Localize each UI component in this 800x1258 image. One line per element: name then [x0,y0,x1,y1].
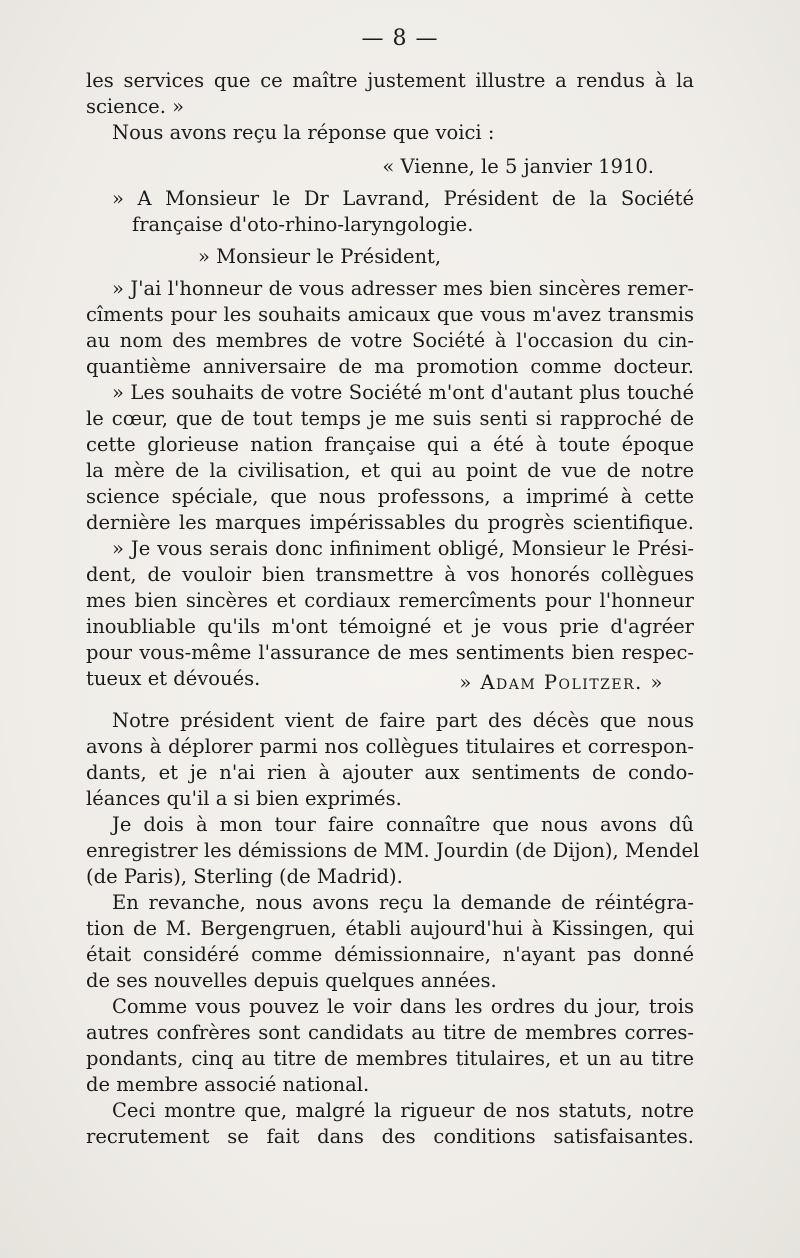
text-line: léances qu'il a si bien exprimés. [86,787,402,810]
text-line: cette glorieuse nation française qui a été à toute époque [86,433,694,456]
text-line: » Je vous serais donc infiniment obligé, Monsieur le Prési- [112,537,694,560]
text-line: tion de M. Bergengruen, établi aujourd'hui à Kissingen, qui [86,917,694,940]
letter-closing [86,666,694,692]
text-line: science. » [86,95,185,118]
text-line: recrutement se fait dans des conditions satisfaisantes. [86,1125,694,1148]
text-line: au nom des membres de votre Société à l'occasion du cin- [86,329,694,352]
text-line: la mère de la civilisation, et qui au point de vue de notre [86,459,694,482]
letter-addressee: » A Monsieur le Dr Lavrand, Président de la Société [112,187,694,210]
text-line: cîments pour les souhaits amicaux que vous m'avez transmis [86,303,694,326]
text-line: (de Paris), Sterling (de Madrid). [86,865,403,888]
text-line: Notre président vient de faire part des décès que nous [112,709,694,732]
text-line: dants, et je n'ai rien à ajouter aux sentiments de condo- [86,761,694,784]
text-line: pondants, cinq au titre de membres titulaires, et un au titre [86,1047,694,1070]
page-number: — 8 — [361,26,439,51]
reply-intro: Nous avons reçu la réponse que voici : [112,121,495,144]
text-line: » J'ai l'honneur de vous adresser mes bien sincères remer- [112,277,694,300]
text-line: science spéciale, que nous professons, a imprimé à cette [86,485,694,508]
text-line: était considéré comme démissionnaire, n'ayant pas donné [86,943,694,966]
body-text [86,68,700,1150]
text-line: tueux et dévoués. [86,667,261,690]
letter-date: « Vienne, le 5 janvier 1910. [382,155,654,178]
letter-salutation: » Monsieur le Président, [198,245,442,268]
text-line: Ceci montre que, malgré la rigueur de nos statuts, notre [112,1099,694,1122]
text-line: dernière les marques impérissables du progrès scientifique. [86,511,694,534]
text-line: Comme vous pouvez le voir dans les ordres du jour, trois [112,995,694,1018]
text-line: de ses nouvelles depuis quelques années. [86,969,497,992]
text-line: pour vous-même l'assurance de mes sentiments bien respec- [86,641,694,664]
text-line: le cœur, que de tout temps je me suis senti si rapproché de [86,407,694,430]
letter-signature: » Adam Politzer. » [459,671,664,694]
text-line: avons à déplorer parmi nos collègues titulaires et correspon- [86,735,694,758]
text-line: les services que ce maître justement illustre a rendus à la [86,69,694,92]
text-line: inoubliable qu'ils m'ont témoigné et je vous prie d'agréer [86,615,694,638]
text-line: En revanche, nous avons reçu la demande de réintégra- [112,891,694,914]
letter-addressee: française d'oto-rhino-laryngologie. [132,213,474,236]
text-line: » Les souhaits de votre Société m'ont d'autant plus touché [112,381,694,404]
text-line: mes bien sincères et cordiaux remercîments pour l'honneur [86,589,694,612]
text-line: dent, de vouloir bien transmettre à vos honorés collègues [86,563,694,586]
text-line: autres confrères sont candidats au titre de membres corres- [86,1021,694,1044]
text-line: Je dois à mon tour faire connaître que nous avons dû [112,813,694,836]
text-line: de membre associé national. [86,1073,370,1096]
text-line: quantième anniversaire de ma promotion comme docteur. [86,355,694,378]
text-line: enregistrer les démissions de MM. Jourdin (de Dijon), Mendel [86,839,700,862]
